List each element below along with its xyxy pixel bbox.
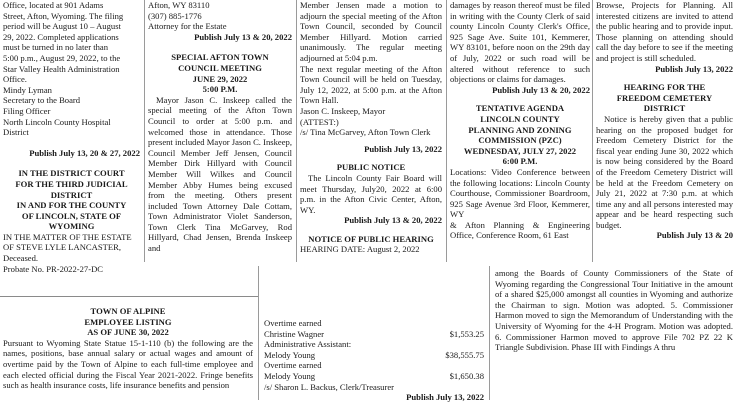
filing-text-line: Star Valley Health Administration bbox=[3, 63, 120, 74]
pzc-heading-line: WEDNESDAY, JULY 27, 2022 bbox=[463, 145, 577, 156]
pzc-heading-line: PLANNING AND ZONING bbox=[468, 124, 572, 135]
filing-text-line: 29, 2022. Completed applications bbox=[3, 31, 119, 42]
listing-label: Overtime earned bbox=[264, 360, 322, 371]
signature-line: Mindy Lyman bbox=[3, 84, 52, 95]
column-rule bbox=[258, 266, 259, 400]
listing-row bbox=[264, 360, 484, 371]
court-body-line: OF STEVE LYLE LANCASTER, bbox=[3, 242, 122, 253]
cemetery-body: Notice is hereby given that a public hearing on the proposed budget for Freedom Cemetery District for the fiscal year ending June 30, 2022 which is now being considered by the Board of the Freedom Cemetery District will be held at the Freedom Cemetery on July 21, 2022 at 7:30 p.m. at which time any and all persons interested may appear and be heard respecting such budget. bbox=[596, 113, 733, 230]
council-heading-line: 5:00 P.M. bbox=[202, 84, 238, 95]
filing-text-line: period will be August 10 – August bbox=[3, 21, 121, 32]
signature-line: Secretary to the Board bbox=[3, 95, 81, 106]
council-heading-line: JUNE 29, 2022 bbox=[192, 73, 248, 84]
listing-row bbox=[264, 318, 484, 329]
column-rule bbox=[446, 0, 447, 262]
cemetery-heading-line: DISTRICT bbox=[643, 103, 686, 114]
column-rule bbox=[144, 0, 145, 262]
public-notice-body: The Lincoln County Fair Board will meet Thursday, July20, 2022 at 6:00 p.m. in the Afton Civic Center, Afton, WY. bbox=[300, 172, 442, 215]
filing-text-line: Office. bbox=[3, 74, 27, 85]
publish-line: Publish July 13, 2022 bbox=[364, 143, 442, 154]
listing-label: Administrative Assistant: bbox=[264, 339, 352, 350]
column-afton-council bbox=[148, 0, 292, 262]
listing-value: $1,553.25 bbox=[449, 328, 484, 339]
publish-line: Publish July 13 & 20 bbox=[656, 230, 733, 241]
alpine-heading-line: TOWN OF ALPINE bbox=[90, 306, 166, 316]
column-council-adjourn bbox=[300, 0, 442, 262]
pzc-locations: Locations: Video Conference between the following locations: Lincoln County Courthouse, Commissioner Boardroom, 925 Sage Avenue 3rd Floor, Kemmerer, WY bbox=[450, 166, 590, 220]
council-body: Mayor Jason C. Inskeep called the special meeting of the Afton Town Council to order at 5:00 p.m. and welcomed those in attendance. Those present included Mayor Jason C. Inskeep, Council Member Jeff Jensen, Council Member Dirk Hillyard with Council Member Will Wilkes and Council Member Abby Humes being excused from the meeting. Others present included Town Attorney Dale Cottam, Town Administrator Violet Sanderson, Town Clerk Tina McGarvey, Rod Hillyard, Chad Jensen, Brenda Inskeep and bbox=[148, 94, 292, 254]
listing-row bbox=[264, 371, 484, 382]
publish-line: Publish July 13 & 20, 2022 bbox=[344, 215, 442, 226]
clerk-signature: /s/ Tina McGarvey, Afton Town Clerk bbox=[300, 127, 431, 138]
court-body-line: Probate No. PR-2022-27-DC bbox=[3, 263, 104, 274]
court-heading-line: IN AND FOR THE COUNTY bbox=[16, 200, 127, 211]
listing-value: $38,555.75 bbox=[445, 349, 484, 360]
listing-row bbox=[264, 350, 484, 361]
alpine-heading-line: AS OF JUNE 30, 2022 bbox=[87, 327, 169, 338]
court-heading-line: WYOMING bbox=[48, 221, 95, 232]
pzc-heading-line: LINCOLN COUNTY bbox=[480, 113, 560, 124]
next-meeting-body: The next regular meeting of the Afton Town Council will be held on Tuesday, July 12, 2022, at 5:00 p.m. at the Afton Town Hall. bbox=[300, 63, 442, 106]
council-heading-line: COUNCIL MEETING bbox=[178, 62, 262, 73]
clerk-treasurer-signature: /s/ Sharon L. Backus, Clerk/Treasurer bbox=[264, 381, 395, 392]
column-pzc-agenda bbox=[450, 0, 590, 262]
column-rule bbox=[489, 266, 490, 400]
cemetery-heading-line: FREEDOM CEMETERY bbox=[616, 92, 713, 103]
column-rule bbox=[296, 0, 297, 262]
publish-line: Publish July 13, 20 & 27, 2022 bbox=[29, 147, 140, 158]
signature-line: District bbox=[3, 127, 29, 138]
court-heading-line: OF LINCOLN, STATE OF bbox=[21, 210, 122, 221]
column-rule bbox=[592, 0, 593, 262]
mayor-signature: Jason C. Inskeep, Mayor bbox=[300, 105, 386, 116]
attorney-line: Attorney for the Estate bbox=[148, 21, 227, 32]
publish-line: Publish July 13, 2022 bbox=[655, 63, 733, 74]
pzc-heading-line: COMMISSION (PZC) bbox=[478, 135, 562, 146]
hearing-date: HEARING DATE: August 2, 2022 bbox=[300, 244, 420, 255]
court-body-line: IN THE MATTER OF THE ESTATE bbox=[3, 231, 132, 242]
filing-text-line: Street, Afton, Wyoming. The filing bbox=[3, 10, 124, 21]
commissioners-minutes bbox=[495, 268, 733, 400]
publish-line: Publish July 13 & 20, 2022 bbox=[194, 31, 292, 42]
alpine-employee-listing bbox=[3, 306, 253, 400]
listing-value: $1,650.38 bbox=[449, 370, 484, 381]
column-freedom-cemetery bbox=[596, 0, 733, 262]
pzc-heading-line: TENTATIVE AGENDA bbox=[475, 103, 565, 114]
commissioners-body: among the Boards of County Commissioners of the State of Wyoming regarding the Congressional Tour Initiative in the amount of a shared $25,000 amongst all counties in Wyoming and authorize the Chairman to sign. Motion was adopted. 5. Commissioner Harmon moved to sign the Memorandum of Understanding with the University of Wyoming for the 4-H Program. Motion was adopted. 6. Commissioner Harmon moved to approve File 702 PZ 22 K Triangle Subdivision. Phase III with Findings A thru bbox=[495, 268, 733, 353]
signature-line: North Lincoln County Hospital bbox=[3, 116, 111, 127]
court-body-line: Deceased. bbox=[3, 253, 39, 264]
listing-label: Overtime earned bbox=[264, 318, 322, 328]
signature-line: Filing Officer bbox=[3, 105, 51, 116]
alpine-heading-line: EMPLOYEE LISTING bbox=[84, 316, 172, 327]
salary-listing bbox=[264, 318, 484, 403]
hearing-heading: NOTICE OF PUBLIC HEARING bbox=[308, 233, 434, 244]
listing-row bbox=[264, 329, 484, 340]
council-heading-line: SPECIAL AFTON TOWN bbox=[171, 52, 269, 63]
attest-line: (ATTEST:) bbox=[300, 116, 339, 127]
attorney-line: Afton, WY 83110 bbox=[148, 0, 210, 10]
pzc-locations: & Afton Planning & Engineering Office, Conference Room, 61 East bbox=[450, 219, 590, 241]
alpine-body: Pursuant to Wyoming State Statue 15-1-110 (b) the following are the names, positions, base annual salary or actual wages and amount of overtime paid by the Town of Alpine to each full-time employee and each elected official during the Fiscal Year 2021-2022. Fringe benefits such as health insurance costs, life insurance benefits and pension bbox=[3, 337, 253, 391]
publish-line: Publish July 13, 2022 bbox=[406, 392, 484, 403]
listing-label: Christine Wagner bbox=[264, 328, 325, 339]
cemetery-heading-line: HEARING FOR THE bbox=[623, 82, 706, 93]
planning-body: Browse, Projects for Planning. All interested citizens are invited to attend the public hearing and to provide input. Those planning on attending should call the day before to see if the meeting and project is still scheduled. bbox=[596, 0, 733, 63]
filing-text-line: must be turned in no later than bbox=[3, 42, 109, 53]
filing-text-line: Office, located at 901 Adams bbox=[3, 0, 104, 10]
listing-row bbox=[264, 339, 484, 350]
court-heading-line: DISTRICT bbox=[50, 189, 93, 200]
adjourn-body: Member Jensen made a motion to adjourn the special meeting of the Afton Town Council, seconded by Council Member Hillyard. Motion carried unanimously. The regular meeting adjourned at 5:04 p.m. bbox=[300, 0, 442, 63]
court-heading-line: FOR THE THIRD JUDICIAL bbox=[15, 178, 128, 189]
publish-line: Publish July 13 & 20, 2022 bbox=[492, 84, 590, 95]
public-notice-heading: PUBLIC NOTICE bbox=[336, 162, 406, 173]
pzc-heading-line: 6:00 P.M. bbox=[502, 156, 538, 167]
court-heading-line: IN THE DISTRICT COURT bbox=[18, 168, 125, 179]
attorney-line: (307) 885-1776 bbox=[148, 10, 202, 21]
listing-label: Melody Young bbox=[264, 370, 316, 381]
section-divider bbox=[0, 296, 258, 297]
filing-text-line: 5:00 p.m., August 29, 2022, to the bbox=[3, 52, 121, 63]
road-notice-body: damages by reason thereof must be filed in writing with the County Clerk of said county Lincoln County Clerk's Office, 925 Sage Ave. Suite 101, Kemmerer, WY 83101, before noon on the 29th day of July, 2022 or such road will be altered without reference to such objections or claims for damages. bbox=[450, 0, 590, 85]
listing-label: Melody Young bbox=[264, 349, 316, 360]
column-hospital-notice bbox=[3, 0, 140, 274]
